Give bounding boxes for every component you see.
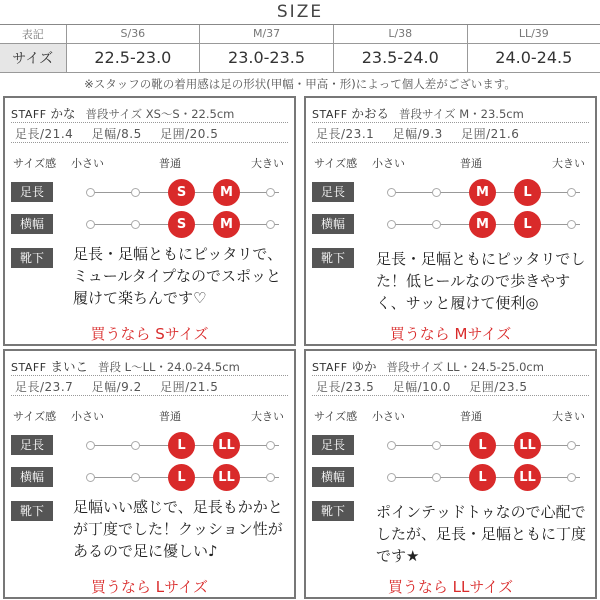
usual-size: 普段 L〜LL・24.0-24.5cm	[98, 360, 240, 374]
staff-review-panel	[3, 349, 296, 599]
size-marker: S	[168, 179, 195, 206]
dotted-divider	[312, 122, 589, 123]
foot-girth: 足囲/21.5	[160, 380, 219, 394]
staff-label: STAFF	[312, 108, 348, 121]
scale-point	[567, 188, 576, 197]
size-marker: L	[514, 211, 541, 238]
size-marker: LL	[514, 432, 541, 459]
scale-header-small: 小さい	[372, 410, 405, 423]
row-label-width: 横幅	[312, 467, 354, 487]
scale-header-normal: 普通	[460, 157, 482, 170]
scale-point	[387, 473, 396, 482]
foot-girth: 足囲/20.5	[160, 127, 219, 141]
size-table-value-row	[0, 43, 600, 72]
length-scale	[91, 432, 279, 458]
staff-label: STAFF	[11, 108, 47, 121]
staff-comment: 足長・足幅ともにピッタリでした！低ヒールなので歩きやすく、サッと履けて便利◎	[376, 250, 586, 312]
scale-header-small: 小さい	[71, 157, 104, 170]
row-label-width: 横幅	[11, 467, 53, 487]
scale-point	[432, 441, 441, 450]
dotted-divider	[312, 375, 589, 376]
dotted-divider	[11, 395, 288, 396]
dotted-divider	[11, 142, 288, 143]
scale-header-label: サイズ感	[314, 410, 358, 423]
scale-header-label: サイズ感	[314, 157, 358, 170]
size-marker: L	[514, 179, 541, 206]
foot-width: 足幅/9.2	[91, 380, 142, 394]
row-label-length: 足長	[11, 435, 53, 455]
staff-name: かな	[50, 106, 76, 121]
size-table-row-label: サイズ	[0, 43, 66, 72]
row-label-length: 足長	[312, 435, 354, 455]
staff-header	[312, 104, 524, 122]
scale-header-normal: 普通	[159, 410, 181, 423]
scale-header-large: 大きい	[552, 410, 585, 423]
staff-label: STAFF	[11, 361, 47, 374]
length-scale	[91, 179, 279, 205]
staff-comment: ポインテッドトゥなので心配でしたが、足長・足幅ともに丁度です★	[376, 503, 587, 565]
scale-header-small: 小さい	[372, 157, 405, 170]
row-label-wear: 靴下	[312, 501, 354, 521]
row-label-length: 足長	[11, 182, 53, 202]
size-marker: L	[168, 432, 195, 459]
dotted-divider	[11, 375, 288, 376]
row-label-wear: 靴下	[11, 248, 53, 268]
width-scale	[392, 464, 580, 490]
scale-point	[86, 220, 95, 229]
scale-header-normal: 普通	[159, 157, 181, 170]
size-table-col-label: M/37	[200, 25, 334, 43]
scale-point	[266, 188, 275, 197]
size-marker: L	[168, 464, 195, 491]
scale-point	[567, 473, 576, 482]
size-table-range: 22.5-23.0	[66, 43, 200, 72]
scale-point	[387, 220, 396, 229]
staff-name: ゆか	[351, 359, 377, 374]
staff-review-panel	[3, 96, 296, 346]
verdict: 買うなら Mサイズ	[389, 325, 512, 343]
scale-point	[131, 473, 140, 482]
size-marker: M	[469, 211, 496, 238]
scale-point	[131, 188, 140, 197]
size-marker: S	[168, 211, 195, 238]
foot-width: 足幅/8.5	[91, 127, 142, 141]
staff-header	[11, 104, 234, 122]
foot-length: 足長/23.1	[316, 127, 375, 141]
scale-header-label: サイズ感	[13, 157, 57, 170]
length-scale	[392, 432, 580, 458]
scale-point	[567, 220, 576, 229]
dotted-divider	[312, 142, 589, 143]
scale-point	[86, 473, 95, 482]
foot-measurements	[316, 125, 533, 142]
staff-header	[312, 357, 544, 375]
verdict: 買うなら LLサイズ	[387, 578, 514, 596]
verdict: 買うなら Lサイズ	[91, 578, 208, 596]
staff-review-panel	[304, 96, 597, 346]
row-label-width: 横幅	[11, 214, 53, 234]
scale-header-large: 大きい	[251, 157, 284, 170]
verdict: 買うなら Sサイズ	[90, 325, 209, 343]
size-marker: M	[213, 179, 240, 206]
staff-comment: 足長・足幅ともにピッタリで、ミュールタイプなのでスポッと履けて楽ちんです♡	[73, 245, 283, 307]
size-marker: LL	[213, 464, 240, 491]
scale-point	[432, 188, 441, 197]
size-table-col-label: LL/39	[518, 27, 549, 41]
scale-header-large: 大きい	[552, 157, 585, 170]
scale-point	[266, 473, 275, 482]
usual-size: 普段サイズ M・23.5cm	[399, 107, 524, 121]
dotted-divider	[312, 395, 589, 396]
fit-note: ※スタッフの靴の着用感は足の形状(甲幅・甲高・形)によって個人差がございます。	[84, 77, 516, 91]
size-table-header-row	[0, 25, 600, 43]
size-table-range: 24.0-24.5	[467, 43, 600, 72]
foot-width: 足幅/9.3	[392, 127, 443, 141]
scale-point	[131, 441, 140, 450]
scale-point	[86, 188, 95, 197]
size-table-header-label: 表記	[0, 25, 66, 43]
length-scale	[392, 179, 580, 205]
staff-name: かおる	[351, 106, 390, 121]
staff-review-panel	[304, 349, 597, 599]
size-marker: LL	[213, 432, 240, 459]
row-label-length: 足長	[312, 182, 354, 202]
width-scale	[91, 211, 279, 237]
width-scale	[91, 464, 279, 490]
staff-comment: 足幅いい感じで、足長もかかとが丁度でした！クッション性があるので足に優しい♪	[73, 498, 283, 560]
scale-point	[567, 441, 576, 450]
size-marker: M	[469, 179, 496, 206]
scale-point	[432, 220, 441, 229]
size-title: SIZE	[276, 2, 324, 22]
usual-size: 普段サイズ LL・24.5-25.0cm	[386, 360, 544, 374]
foot-measurements	[15, 378, 232, 395]
scale-point	[131, 220, 140, 229]
size-table-range: 23.5-24.0	[333, 43, 467, 72]
foot-length: 足長/21.4	[15, 127, 74, 141]
size-table-range: 23.0-23.5	[200, 43, 334, 72]
width-scale	[392, 211, 580, 237]
foot-measurements	[316, 378, 541, 395]
scale-header-small: 小さい	[71, 410, 104, 423]
size-marker: L	[469, 432, 496, 459]
scale-header-large: 大きい	[251, 410, 284, 423]
scale-point	[266, 220, 275, 229]
scale-point	[86, 441, 95, 450]
scale-point	[266, 441, 275, 450]
foot-length: 足長/23.7	[15, 380, 74, 394]
staff-name: まいこ	[50, 359, 89, 374]
size-table	[0, 25, 600, 73]
staff-label: STAFF	[312, 361, 348, 374]
foot-measurements	[15, 125, 232, 142]
usual-size: 普段サイズ XS〜S・22.5cm	[85, 107, 235, 121]
scale-header-normal: 普通	[460, 410, 482, 423]
size-marker: L	[469, 464, 496, 491]
scale-point	[432, 473, 441, 482]
scale-header-label: サイズ感	[13, 410, 57, 423]
size-marker: LL	[514, 464, 541, 491]
scale-point	[387, 188, 396, 197]
foot-width: 足幅/10.0	[392, 380, 451, 394]
foot-girth: 足囲/23.5	[469, 380, 528, 394]
row-label-wear: 靴下	[11, 501, 53, 521]
foot-length: 足長/23.5	[316, 380, 375, 394]
size-marker: M	[213, 211, 240, 238]
staff-header	[11, 357, 240, 375]
row-label-wear: 靴下	[312, 248, 354, 268]
dotted-divider	[11, 122, 288, 123]
size-table-col-label: L/38	[333, 25, 467, 43]
row-label-width: 横幅	[312, 214, 354, 234]
size-table-col-label: S/36	[66, 25, 200, 43]
scale-point	[387, 441, 396, 450]
foot-girth: 足囲/21.6	[461, 127, 520, 141]
